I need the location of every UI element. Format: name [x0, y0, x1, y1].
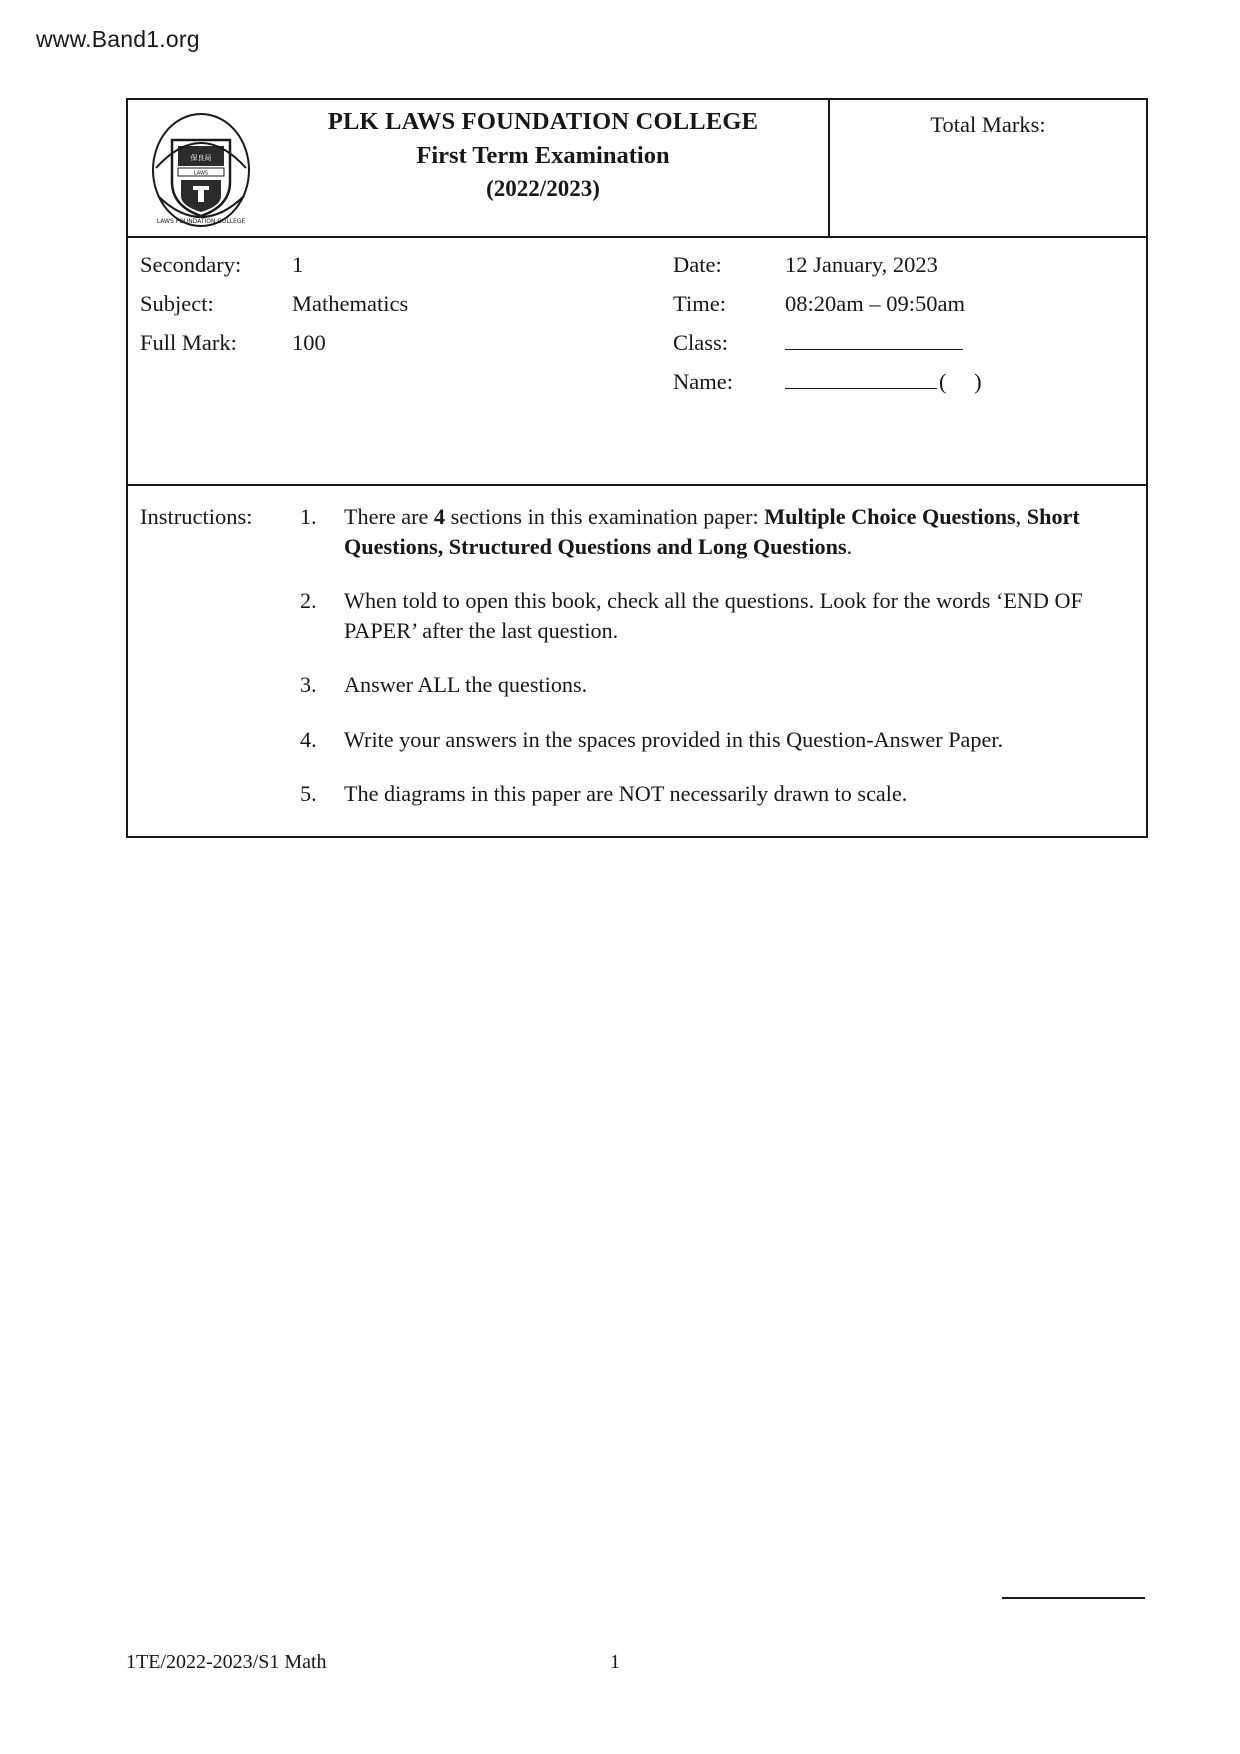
- field-time-label: Time:: [673, 291, 726, 316]
- field-full-mark: [140, 330, 660, 369]
- field-name: [673, 369, 1136, 408]
- instructions-box: [126, 486, 1148, 838]
- field-subject-value: Mathematics: [292, 291, 409, 316]
- class-number-parenthesis[interactable]: ( ): [939, 369, 993, 394]
- svg-text:保良局: 保良局: [190, 154, 212, 162]
- particulars-right-column: [673, 252, 1136, 408]
- instruction-item-5: [300, 779, 1130, 809]
- candidate-particulars-box: [126, 236, 1148, 486]
- exam-name: First Term Examination: [416, 142, 670, 169]
- instruction-text: Write your answers in the spaces provided in this Question-Answer Paper.: [344, 726, 1004, 752]
- field-subject: [140, 291, 660, 330]
- field-time: [673, 291, 1136, 330]
- instruction-number: 5.: [300, 781, 317, 807]
- field-date-value: 12 January, 2023: [785, 252, 938, 277]
- field-name-label: Name:: [673, 369, 733, 394]
- instructions-label: Instructions:: [140, 504, 253, 529]
- instruction-number: 4.: [300, 726, 317, 752]
- instruction-number: 1.: [300, 504, 317, 529]
- instruction-number: 2.: [300, 588, 317, 614]
- total-marks-label: Total Marks:: [930, 112, 1046, 137]
- field-secondary-label: Secondary:: [140, 252, 242, 277]
- signature-rule: [1002, 1597, 1145, 1599]
- field-full-mark-value: 100: [292, 330, 326, 355]
- field-class-value[interactable]: [785, 330, 1136, 356]
- instruction-item-2: [300, 586, 1130, 645]
- particulars-left-column: [140, 252, 660, 369]
- field-name-value[interactable]: [785, 369, 1136, 395]
- exam-year: (2022/2023): [486, 176, 600, 201]
- field-date-label: Date:: [673, 252, 722, 277]
- class-write-in-line[interactable]: [785, 332, 963, 350]
- instruction-item-1: [300, 502, 1130, 561]
- total-marks-cell: [828, 100, 1146, 236]
- exam-title-block: [258, 108, 828, 202]
- instructions-list: [300, 502, 1130, 809]
- school-crest-icon: [148, 110, 254, 230]
- instruction-text: The diagrams in this paper are NOT necessarily drawn to scale.: [344, 781, 908, 807]
- field-subject-label: Subject:: [140, 291, 214, 316]
- field-secondary: [140, 252, 660, 291]
- svg-text:LAWS: LAWS: [193, 170, 209, 177]
- field-class-label: Class:: [673, 330, 729, 355]
- instruction-text: When told to open this book, check all the questions. Look for the words ‘END OF PAPER’ after the last question.: [344, 588, 1083, 643]
- instruction-item-4: [300, 725, 1130, 755]
- footer-page-number: 1: [610, 1651, 620, 1673]
- header-box: [126, 98, 1148, 236]
- instruction-item-3: [300, 670, 1130, 700]
- field-class: [673, 330, 1136, 369]
- field-date: [673, 252, 1136, 291]
- name-write-in-line[interactable]: [785, 371, 937, 389]
- instruction-number: 3.: [300, 672, 317, 698]
- svg-text:LAWS FOUNDATION COLLEGE: LAWS FOUNDATION COLLEGE: [156, 218, 246, 225]
- footer-paper-reference: 1TE/2022-2023/S1 Math: [126, 1651, 327, 1673]
- field-full-mark-label: Full Mark:: [140, 330, 237, 355]
- school-name: PLK LAWS FOUNDATION COLLEGE: [327, 108, 759, 135]
- site-watermark: www.Band1.org: [36, 26, 200, 52]
- instruction-text: There are 4 sections in this examination paper: Multiple Choice Questions, Short Questions, Structured Questions and Long Questions.: [344, 504, 1080, 559]
- field-secondary-value: 1: [292, 252, 304, 277]
- field-time-value: 08:20am – 09:50am: [785, 291, 965, 316]
- exam-cover-sheet: [126, 98, 1148, 838]
- instruction-text: Answer ALL the questions.: [344, 672, 588, 698]
